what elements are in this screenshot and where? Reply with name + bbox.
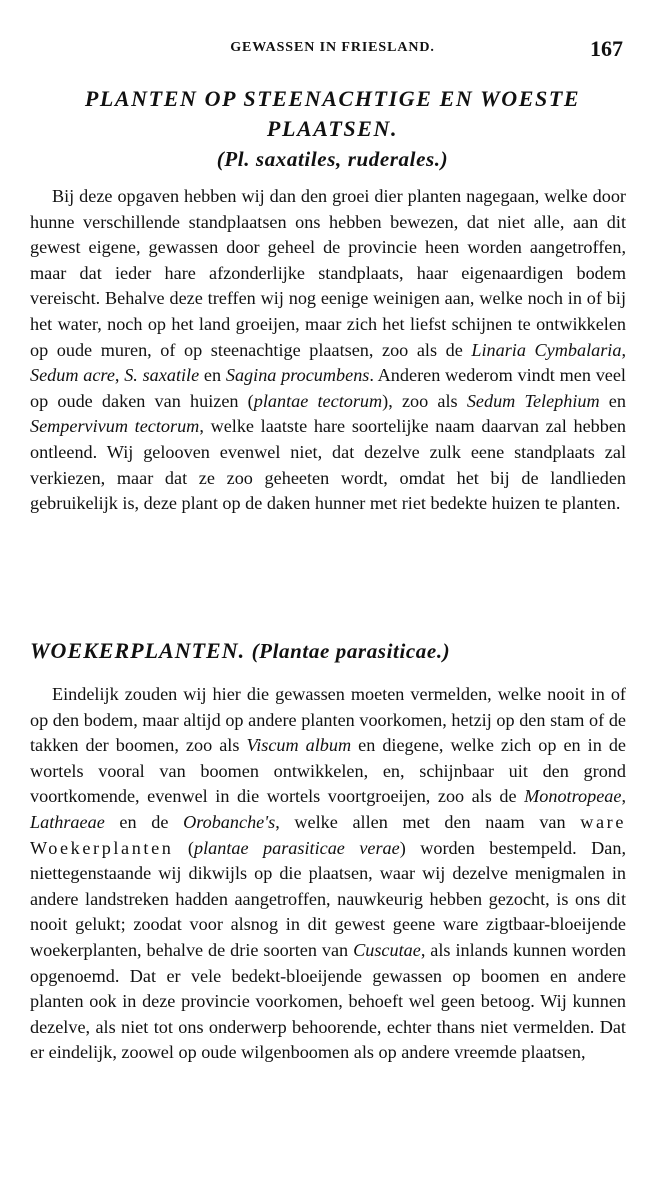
body-paragraph-stony-places (30, 184, 626, 517)
spaced-emphasis: ware Woekerplanten (30, 811, 626, 858)
italic-term: plantae parasiticae verae (193, 837, 400, 858)
text-run: , (621, 786, 626, 807)
italic-term: Sagina procumbens (225, 365, 370, 386)
section-heading-line-1: PLANTEN OP STEENACHTIGE EN WOESTE (84, 86, 581, 111)
text-run: en (599, 390, 626, 411)
italic-term: Cuscutae (353, 939, 421, 960)
italic-term: Lathraeae (30, 811, 105, 832)
text-run: Eindelijk zouden wij hier die gewassen moeten vermelden, welke nooit in of op den bodem, maar altijd op andere planten voorkomen, hetzij op den stam of de takken der boomen, zoo als (30, 684, 626, 756)
italic-term: plantae tectorum (253, 390, 383, 411)
text-run: en (199, 365, 226, 386)
text-run: en de (104, 811, 184, 832)
text-run: . Anderen wederom vindt men veel op oude daken van huizen ( (30, 365, 626, 411)
italic-term: Viscum album (246, 735, 352, 756)
text-run: , welke allen met den naam van (275, 811, 581, 832)
body-paragraph-parasitic-plants (30, 682, 626, 1066)
section-heading-title: WOEKERPLANTEN. (30, 638, 246, 663)
italic-term: Linaria Cymbalaria (471, 339, 622, 360)
text-run: , (114, 365, 125, 386)
section-heading-parasitic-plants (30, 636, 635, 666)
italic-term: Sedum acre (30, 365, 115, 386)
text-run: ( (173, 837, 194, 858)
section-latin-subheading: (Plantae parasiticae.) (251, 639, 451, 663)
italic-term: S. saxatile (124, 365, 200, 386)
text-run: ) worden bestempeld. Dan, niettegenstaande wij dikwijls op die plaatsen, waar wij dezelve menigmalen in andere landstreken hadden aangetroffen, nauwkeurig hebben gezocht, is ons dit nooit gelukt; zoodat voor alsnog in dit gewest geene ware zigtbaar-bloeijende woekerplanten, behalve de drie soorten van (30, 837, 627, 960)
text-run: , (621, 339, 626, 360)
italic-term: Sedum Telephium (466, 390, 600, 411)
section-heading-stony-places (30, 84, 635, 174)
italic-term: Orobanche's (183, 811, 276, 832)
page-number: 167 (590, 36, 623, 61)
text-run: ), zoo als (382, 390, 467, 411)
text-run: en diegene, welke zich op en in de wortels vooral van boomen ontwikkelen, en, schijnbaar uit den grond voortkomende, evenwel in die wortels voortgroeijen, zoo als de (30, 735, 626, 807)
italic-term: Sempervivum tectorum (30, 416, 200, 437)
italic-term: Monotropeae (524, 786, 622, 807)
section-latin-subheading: (Pl. saxatiles, ruderales.) (216, 147, 449, 171)
section-heading-line-2: PLAATSEN. (266, 116, 399, 141)
running-title: GEWASSEN IN FRIESLAND. (230, 40, 435, 55)
text-run: Bij deze opgaven hebben wij dan den groei dier planten nagegaan, welke door hunne verschillende standplaatsen ons hebben bewezen, dat niet alle, aan dit gewest eigene, gewassen door geheel de provincie heen worden aangetroffen, maar dat ieder hare afzonderlijke standplaats, haar eigenaardigen bodem vereischt. Behalve deze treffen wij nog eenige weinigen aan, welke noch in of bij het water, noch op het land groeijen, maar zich het liefst schijnen te ontwikkelen op oude muren, of op steenachtige plaatsen, zoo als de (30, 186, 626, 360)
text-run: , welke laatste hare soortelijke naam daarvan zal hebben ontleend. Wij gelooven evenwel niet, dat dezelve zulk eene standplaats zal verkiezen, maar dat ze zoo geheeten wordt, omdat het bij de landlieden gebruikelijk is, deze plant op de daken hunner met riet bedekte huizen te planten. (30, 416, 627, 514)
running-header (0, 36, 665, 62)
text-run: , als inlands kunnen worden opgenoemd. Dat er vele bedekt-bloeijende gewassen op boomen en andere planten ook in deze provincie voorkomen, behoeft wel geen betoog. Wij kunnen dezelve, als niet tot ons onderwerp behoorende, echter thans niet vermelden. Dat er eindelijk, zoowel op oude wilgenboomen als op andere vreemde plaatsen, (30, 939, 626, 1063)
